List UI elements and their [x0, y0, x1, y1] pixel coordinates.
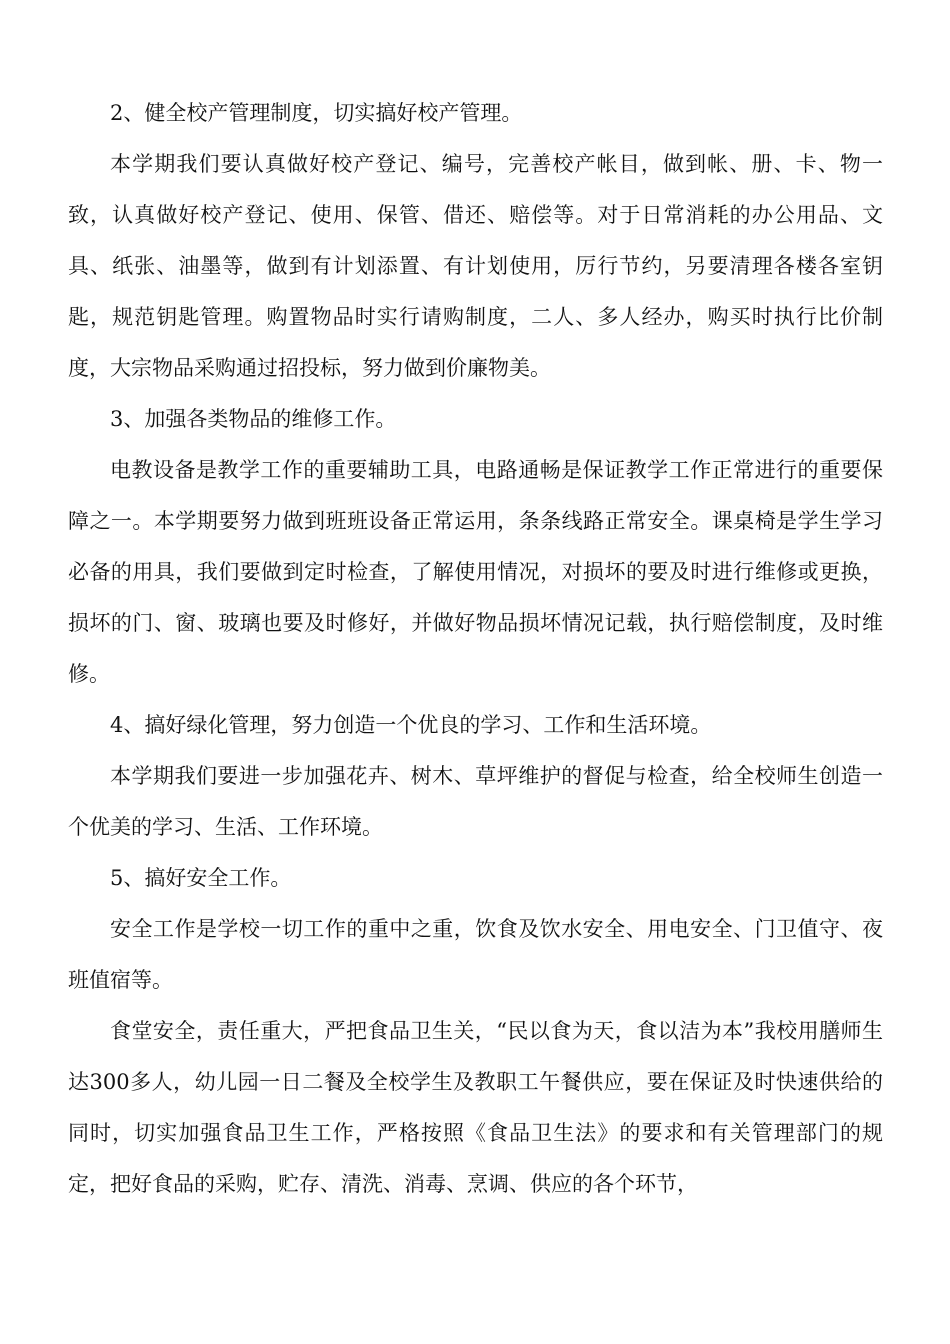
paragraph-canteen-safety: 食堂安全，责任重大，严把食品卫生关，“民以食为天，食以洁为本”我校用膳师生达300多人，幼儿园一日二餐及全校学生及教职工午餐供应，要在保证及时快速供给的同时，切实加强食品卫生工作，严格按照《食品卫生法》的要求和有关管理部门的规定，把好食品的采购，贮存、清洗、消毒、烹调、供应的各个环节，: [68, 1019, 883, 1196]
paragraph-maintenance: 电教设备是教学工作的重要辅助工具，电路通畅是保证教学工作正常进行的重要保障之一。本学期要努力做到班班设备正常运用，条条线路正常安全。课桌椅是学生学习必备的用具，我们要做到定时检查，了解使用情况，对损坏的要及时进行维修或更换，损坏的门、窗、玻璃也要及时修好，并做好物品损坏情况记载，执行赔偿制度，及时维修。: [68, 458, 883, 686]
document-body: [68, 88, 883, 1210]
section-heading-2: 2、健全校产管理制度，切实搞好校产管理。: [110, 101, 523, 125]
paragraph-greening: 本学期我们要进一步加强花卉、树木、草坪维护的督促与检查，给全校师生创造一个优美的学习、生活、工作环境。: [68, 764, 883, 839]
section-heading-4: 4、搞好绿化管理，努力创造一个优良的学习、工作和生活环境。: [110, 713, 712, 737]
paragraph-asset-management: 本学期我们要认真做好校产登记、编号，完善校产帐目，做到帐、册、卡、物一致，认真做好校产登记、使用、保管、借还、赔偿等。对于日常消耗的办公用品、文具、纸张、油墨等，做到有计划添置、有计划使用，厉行节约，另要清理各楼各室钥匙，规范钥匙管理。购置物品时实行请购制度，二人、多人经办，购买时执行比价制度，大宗物品采购通过招投标，努力做到价廉物美。: [68, 152, 883, 380]
section-heading-5: 5、搞好安全工作。: [110, 866, 292, 890]
section-heading-3: 3、加强各类物品的维修工作。: [110, 407, 397, 431]
paragraph-safety: 安全工作是学校一切工作的重中之重，饮食及饮水安全、用电安全、门卫值守、夜班值宿等。: [68, 917, 883, 992]
